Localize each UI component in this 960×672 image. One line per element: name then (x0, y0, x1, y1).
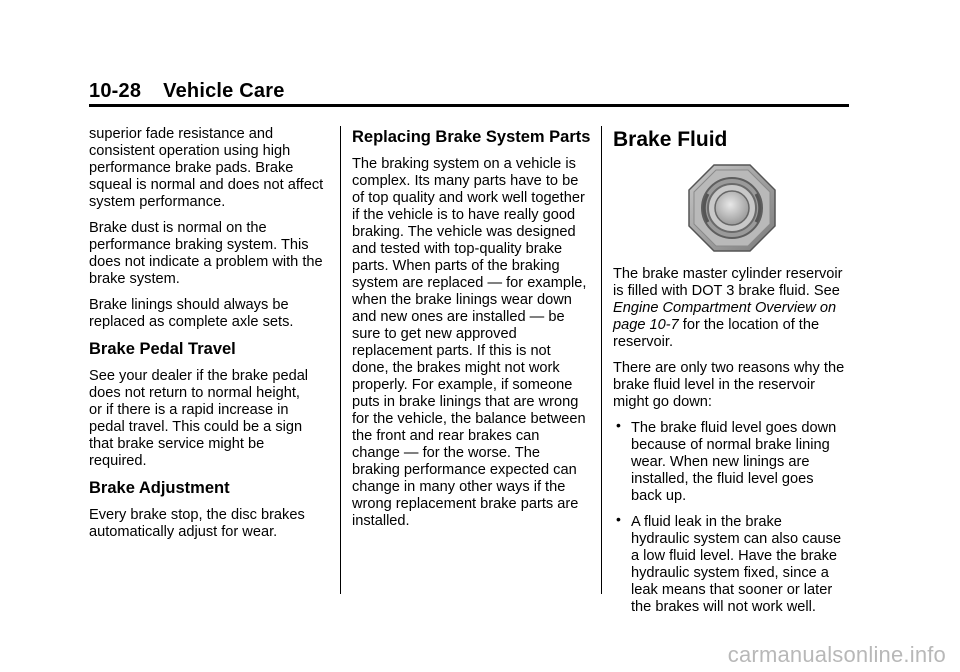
paragraph (89, 368, 337, 470)
text-line: consistent operation using high (89, 143, 291, 159)
paragraph (613, 266, 853, 351)
text-line: required. (89, 453, 147, 469)
text-line: The brake master cylinder reservoir (613, 266, 843, 282)
text-line: for the vehicle, the balance between (352, 411, 586, 427)
text-line: A fluid leak in the brake (631, 514, 782, 530)
column-1 (89, 126, 337, 550)
text-line: if the vehicle is to have really good (352, 207, 576, 223)
text-line: There are only two reasons why the (613, 360, 845, 376)
text-fragment: for the location of the (678, 317, 820, 333)
heading-replacing-brake-parts: Replacing Brake System Parts (352, 128, 591, 146)
column-divider-1 (340, 126, 341, 594)
column-divider-2 (601, 126, 602, 594)
text-line: complex. Its many parts have to be (352, 173, 579, 189)
text-line: installed. (352, 513, 410, 529)
text-line: and new ones are installed — be (352, 309, 565, 325)
cross-reference-page[interactable]: page 10-7 (613, 317, 679, 333)
bullet-icon: • (616, 417, 621, 433)
text-line: sure to get new approved (352, 326, 517, 342)
paragraph (613, 360, 853, 411)
heading-brake-pedal-travel: Brake Pedal Travel (89, 340, 236, 358)
text-line: pedal travel. This could be a sign (89, 419, 303, 435)
paragraph (89, 297, 337, 331)
text-line: performance braking system. This (89, 237, 309, 253)
text-line: wear. When new linings are (631, 454, 810, 470)
text-line: does not indicate a problem with the (89, 254, 323, 270)
section-title: Vehicle Care (163, 80, 285, 102)
header-rule (89, 104, 849, 107)
text-line: because of normal brake lining (631, 437, 830, 453)
column-3 (613, 126, 853, 625)
text-line: and tested with top-quality brake (352, 241, 563, 257)
text-line: Every brake stop, the disc brakes (89, 507, 305, 523)
text-line: performance brake pads. Brake (89, 160, 294, 176)
text-line: replacement parts. If this is not (352, 343, 551, 359)
text-line: brake system. (89, 271, 180, 287)
text-line: when the brake linings wear down (352, 292, 572, 308)
list-item (613, 511, 853, 616)
brake-fluid-reservoir-cap-icon (688, 164, 776, 252)
text-line: change — for the worse. The (352, 445, 540, 461)
text-line: back up. (631, 488, 687, 504)
text-line (613, 300, 853, 317)
text-line: braking. The vehicle was designed (352, 224, 576, 240)
text-line: hydraulic system fixed, since a (631, 565, 829, 581)
heading-brake-adjustment: Brake Adjustment (89, 479, 230, 497)
text-line: done, the brakes might not work (352, 360, 560, 376)
text-line: puts in brake linings that are wrong (352, 394, 579, 410)
text-line: brake fluid level in the reservoir (613, 377, 815, 393)
text-line: superior fade resistance and (89, 126, 274, 142)
text-line: or if there is a rapid increase in (89, 402, 289, 418)
bullet-icon: • (616, 511, 621, 527)
text-line: a low fluid level. Have the brake (631, 548, 838, 564)
text-line: system performance. (89, 194, 226, 210)
text-line: wrong replacement brake parts are (352, 496, 579, 512)
text-line: automatically adjust for wear. (89, 524, 278, 540)
text-line: the front and rear brakes can (352, 428, 540, 444)
text-line: squeal is normal and does not affect (89, 177, 324, 193)
text-line: braking performance expected can (352, 462, 577, 478)
text-line: that brake service might be (89, 436, 265, 452)
text-line: properly. For example, if someone (352, 377, 573, 393)
paragraph (352, 156, 592, 530)
page-header (89, 80, 285, 103)
text-line: of top quality and work well together (352, 190, 585, 206)
text-line: system are replaced — for example, (352, 275, 587, 291)
text-line: leak means that sooner or later (631, 582, 833, 598)
heading-brake-fluid: Brake Fluid (613, 128, 728, 151)
paragraph (89, 507, 337, 541)
watermark: carmanualsonline.info (727, 642, 946, 667)
cross-reference-link[interactable]: Engine Compartment Overview on (613, 300, 837, 316)
text-line: change in many other ways if the (352, 479, 566, 495)
text-line: The braking system on a vehicle is (352, 156, 576, 172)
text-line: hydraulic system can also cause (631, 531, 842, 547)
text-line: The brake fluid level goes down (631, 420, 837, 436)
page-number: 10-28 (89, 80, 142, 102)
text-line: See your dealer if the brake pedal (89, 368, 309, 384)
text-line: the brakes will not work well. (631, 599, 816, 615)
text-line: does not return to normal height, (89, 385, 300, 401)
column-2 (352, 126, 592, 539)
paragraph (89, 126, 337, 211)
text-line (613, 317, 853, 334)
text-line: Brake dust is normal on the (89, 220, 267, 236)
text-line: is filled with DOT 3 brake fluid. See (613, 283, 840, 299)
text-line: reservoir. (613, 334, 674, 350)
text-line: replaced as complete axle sets. (89, 314, 294, 330)
text-line: might go down: (613, 394, 712, 410)
paragraph (89, 220, 337, 288)
list-item (613, 417, 853, 505)
text-line: parts. When parts of the braking (352, 258, 560, 274)
text-line: installed, the fluid level goes (631, 471, 814, 487)
text-line: Brake linings should always be (89, 297, 289, 313)
